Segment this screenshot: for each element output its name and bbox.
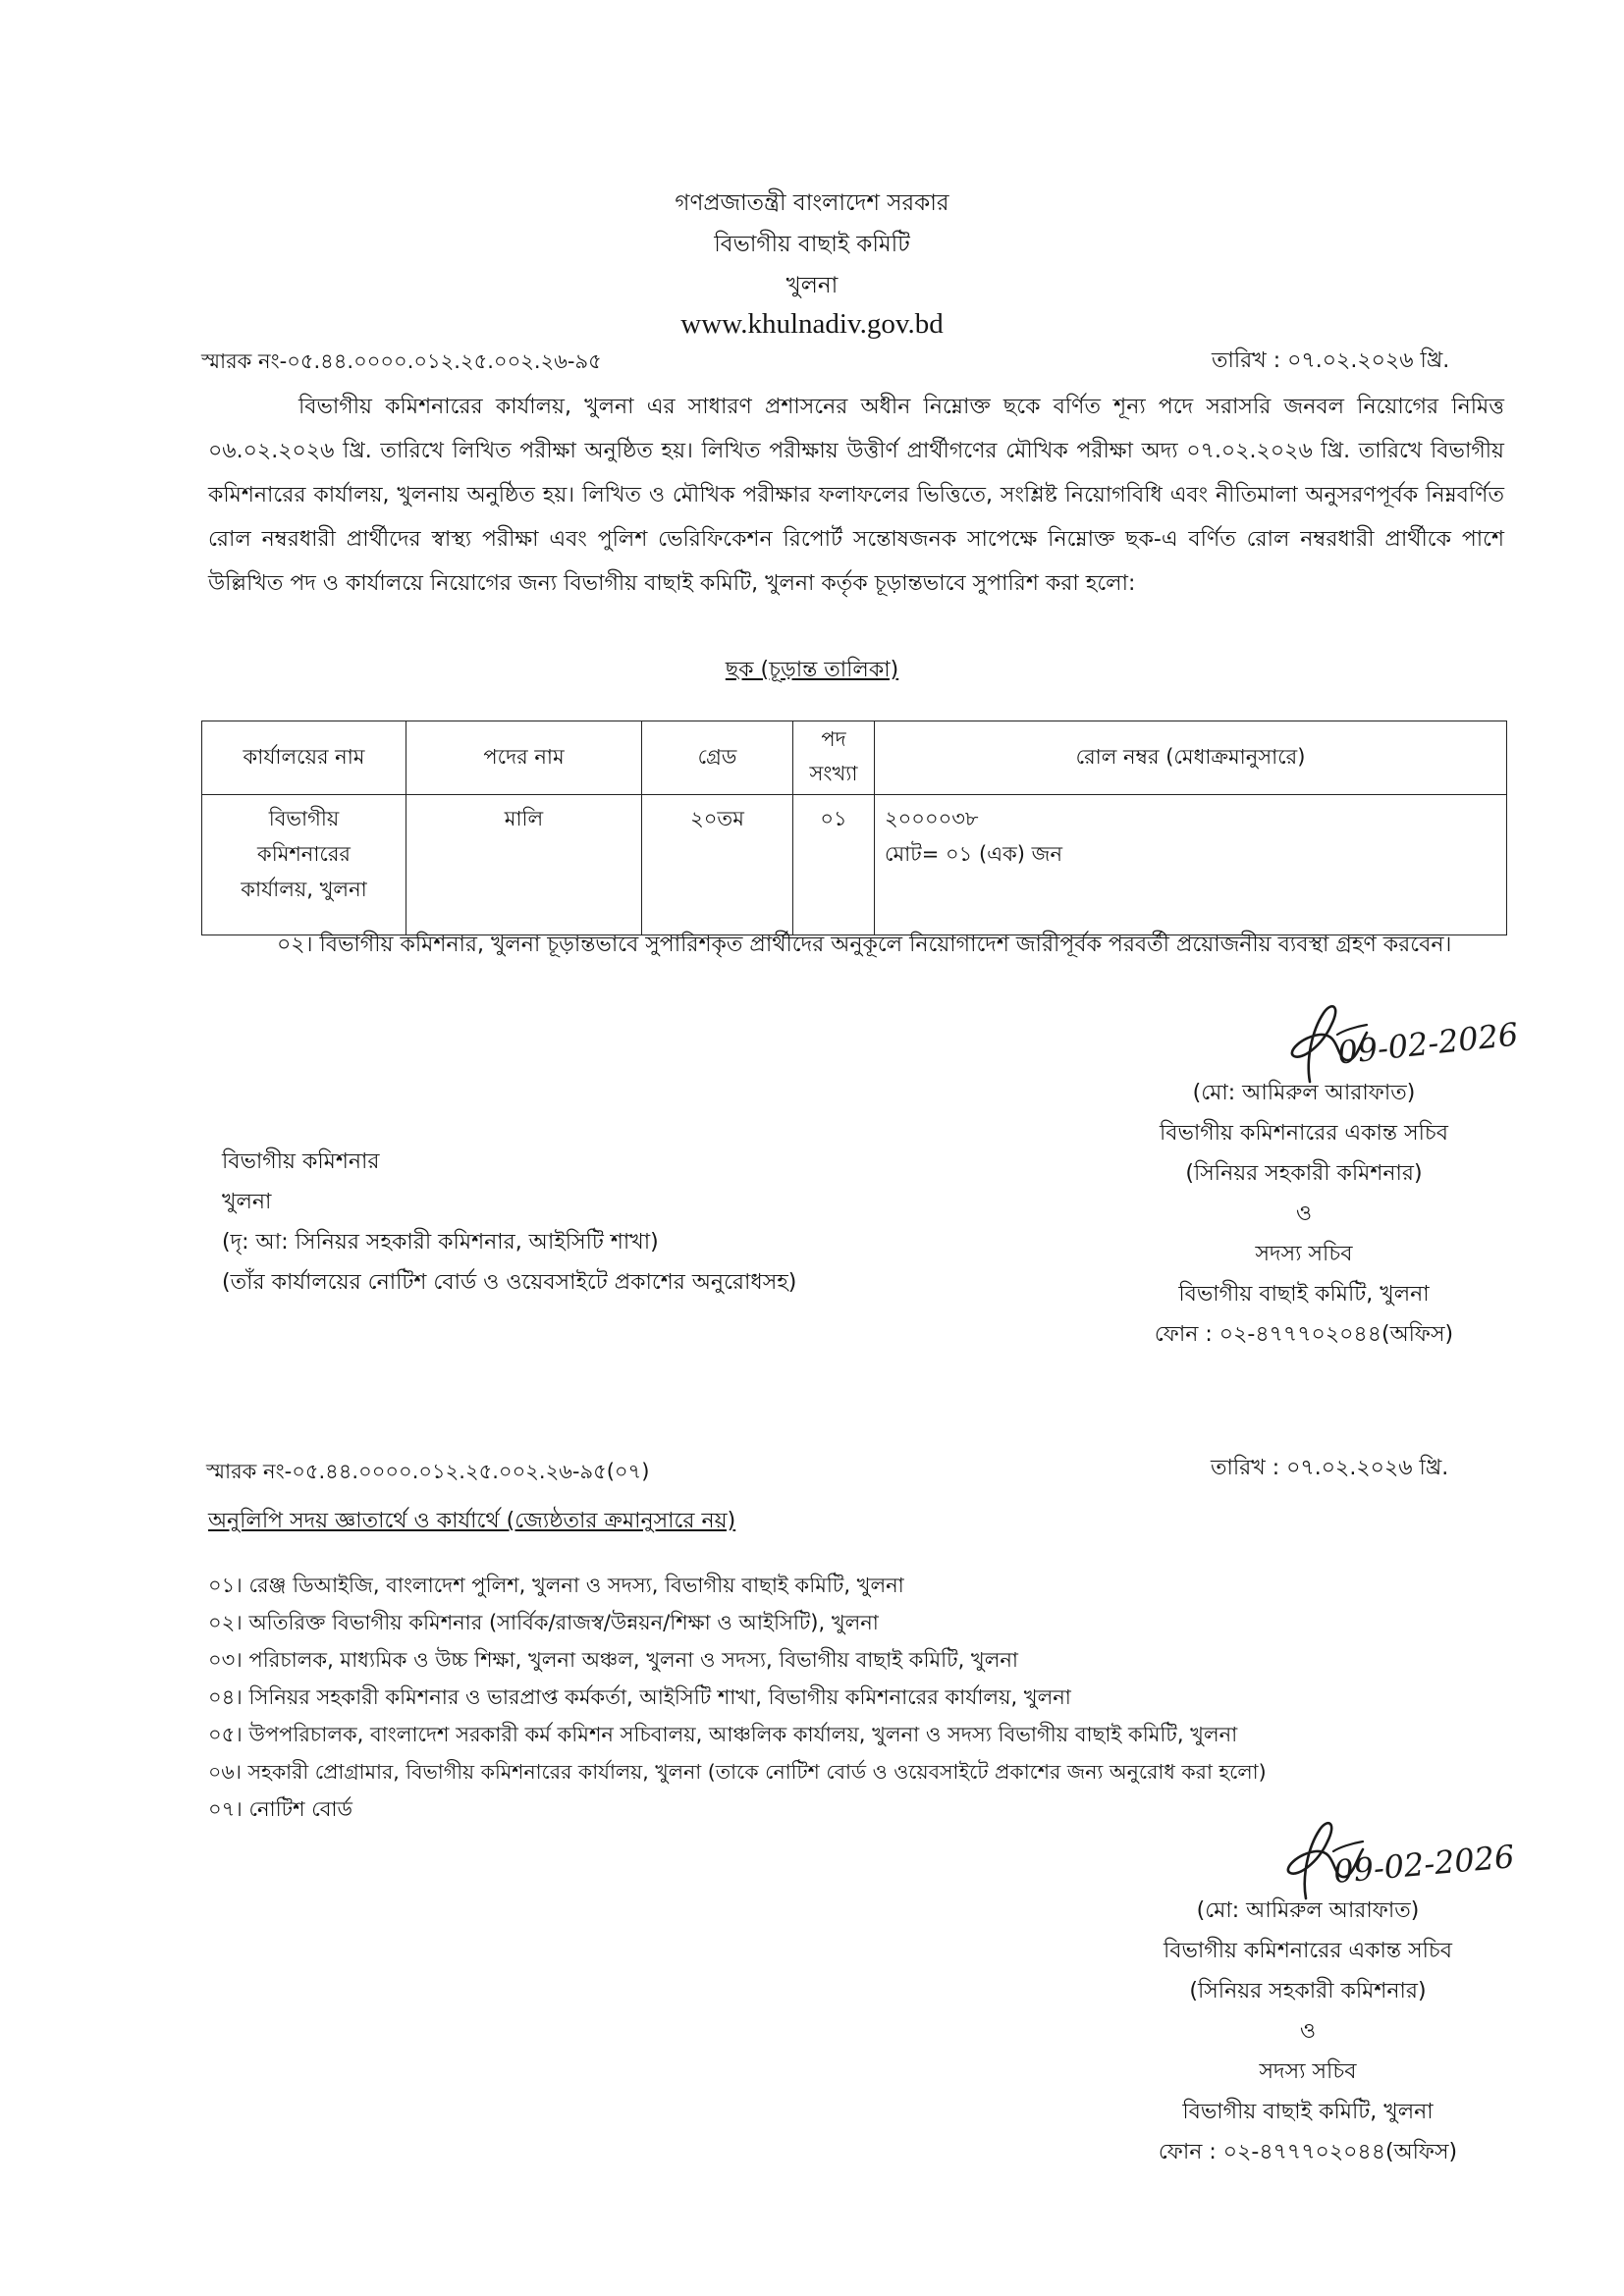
conjunction: ও	[1299, 2019, 1317, 2044]
column-header: রোল নম্বর (মেধাক্রমানুসারে)	[875, 721, 1507, 795]
conjunction: ও	[1295, 1201, 1313, 1226]
signatory-rank: (সিনিয়র সহকারী কমিশনার)	[1185, 1161, 1423, 1186]
list-item: ০৭। নোটিশ বোর্ড	[208, 1797, 352, 1821]
website-link[interactable]: www.khulnadiv.gov.bd	[680, 308, 944, 340]
govt-title: গণপ্রজাতন্ত্রী বাংলাদেশ সরকার	[675, 190, 949, 216]
roll-number: ২০০০০৩৮	[885, 807, 979, 830]
copy-list	[208, 1567, 1267, 1828]
column-header: পদ সংখ্যা	[793, 721, 875, 795]
attention-line: (দৃ: আ: সিনিয়র সহকারী কমিশনার, আইসিটি শাখা)	[222, 1230, 659, 1255]
request-line: (তাঁর কার্যালয়ের নোটিশ বোর্ড ও ওয়েবসাইটে প্রকাশের অনুরোধসহ)	[222, 1270, 797, 1295]
office-line: কমিশনারের	[257, 842, 351, 866]
grade-cell: ২০তম	[642, 795, 793, 935]
list-item: ০৬। সহকারী প্রোগ্রামার, বিভাগীয় কমিশনারের কার্যালয়, খুলনা (তাকে নোটিশ বোর্ড ও ওয়েবসাইটে প্রকাশের জন্য অনুরোধ করা হলো)	[208, 1760, 1267, 1784]
memo-date: তারিখ : ০৭.০২.২০২৬ খ্রি.	[1212, 348, 1450, 373]
committee-name: বিভাগীয় বাছাই কমিটি, খুলনা	[1182, 2100, 1434, 2124]
recipient-location: খুলনা	[222, 1190, 272, 1214]
copy-heading: অনুলিপি সদয় জ্ঞাতার্থে ও কার্যার্থে (জ্যেষ্ঠতার ক্রমানুসারে নয়)	[208, 1509, 736, 1533]
office-phone: ফোন : ০২-৪৭৭৭০২০৪৪(অফিস)	[1158, 2140, 1458, 2164]
recipient-block	[222, 1142, 796, 1303]
roll-cell	[875, 795, 1507, 935]
list-item: ০৫। উপপরিচালক, বাংলাদেশ সরকারী কর্ম কমিশন সচিবালয়, আঞ্চলিক কার্যালয়, খুলনা ও সদস্য বিভাগীয় বাছাই কমিটি, খুলনা	[208, 1723, 1238, 1746]
office-cell	[202, 795, 406, 935]
list-item: ০৩। পরিচালক, মাধ্যমিক ও উচ্চ শিক্ষা, খুলনা অঞ্চল, খুলনা ও সদস্য, বিভাগীয় বাছাই কমিটি, খুলনা	[208, 1648, 1018, 1672]
memo-reference: স্মারক নং-০৫.৪৪.০০০০.০১২.২৫.০০২.২৬-৯৫	[201, 349, 602, 373]
office-line: কার্যালয়, খুলনা	[241, 878, 367, 901]
table-header-row	[202, 721, 1507, 795]
roll-total: মোট= ০১ (এক) জন	[885, 842, 1062, 866]
column-header: গ্রেড	[642, 721, 793, 795]
handwritten-date: 09-02-2026	[1335, 1015, 1520, 1072]
signatory-title: বিভাগীয় কমিশনারের একান্ত সচিব	[1159, 1121, 1449, 1146]
final-list-table	[201, 721, 1507, 935]
signature-block	[1092, 1891, 1524, 2172]
signatory-name: (মো: আমিরুল আরাফাত)	[1196, 1898, 1420, 1923]
signature-block	[1088, 1073, 1520, 1355]
location-title: খুলনা	[785, 273, 839, 298]
list-item: ০২। অতিরিক্ত বিভাগীয় কমিশনার (সার্বিক/রাজস্ব/উন্নয়ন/শিক্ষা ও আইসিটি), খুলনা	[208, 1611, 879, 1634]
office-line: বিভাগীয়	[268, 807, 340, 830]
instruction-paragraph: ০২। বিভাগীয় কমিশনার, খুলনা চূড়ান্তভাবে সুপারিশকৃত প্রার্থীদের অনুকূলে নিয়োগাদেশ জারীপূর্বক পরবর্তী প্রয়োজনীয় ব্যবস্থা গ্রহণ করবেন।	[277, 933, 1452, 957]
office-phone: ফোন : ০২-৪৭৭৭০২০৪৪(অফিস)	[1154, 1322, 1454, 1347]
list-item: ০৪। সিনিয়র সহকারী কমিশনার ও ভারপ্রাপ্ত কর্মকর্তা, আইসিটি শাখা, বিভাগীয় কমিশনারের কার্যালয়, খুলনা	[208, 1685, 1071, 1709]
column-header: পদের নাম	[406, 721, 642, 795]
member-secretary: সদস্য সচিব	[1255, 1242, 1353, 1266]
committee-title: বিভাগীয় বাছাই কমিটি	[714, 232, 910, 257]
signatory-name: (মো: আমিরুল আরাফাত)	[1192, 1081, 1416, 1105]
table-row	[202, 795, 1507, 935]
signatory-rank: (সিনিয়র সহকারী কমিশনার)	[1189, 1979, 1427, 2003]
committee-name: বিভাগীয় বাছাই কমিটি, খুলনা	[1178, 1282, 1430, 1307]
copy-memo-date: তারিখ : ০৭.০২.২০২৬ খ্রি.	[1211, 1456, 1449, 1480]
handwritten-date: 09-02-2026	[1331, 1838, 1516, 1891]
post-cell: মালি	[406, 795, 642, 935]
member-secretary: সদস্য সচিব	[1259, 2059, 1357, 2084]
table-title: ছক (চূড়ান্ত তালিকা)	[725, 658, 899, 682]
copy-memo-reference: স্মারক নং-০৫.৪৪.০০০০.০১২.২৫.০০২.২৬-৯৫(০৭)	[206, 1460, 650, 1483]
signatory-title: বিভাগীয় কমিশনারের একান্ত সচিব	[1163, 1939, 1453, 1963]
recipient-title: বিভাগীয় কমিশনার	[222, 1149, 380, 1174]
column-header: কার্যালয়ের নাম	[202, 721, 406, 795]
count-cell: ০১	[793, 795, 875, 935]
list-item: ০১। রেঞ্জ ডিআইজি, বাংলাদেশ পুলিশ, খুলনা ও সদস্য, বিভাগীয় বাছাই কমিটি, খুলনা	[208, 1574, 904, 1597]
body-paragraph: বিভাগীয় কমিশনারের কার্যালয়, খুলনা এর সাধারণ প্রশাসনের অধীন নিম্নোক্ত ছকে বর্ণিত শূন্য পদে সরাসরি জনবল নিয়োগের নিমিত্ত ০৬.০২.২০২৬ খ্রি. তারিখে লিখিত পরীক্ষা অনুষ্ঠিত হয়। লিখিত পরীক্ষায় উত্তীর্ণ প্রার্থীগণের মৌখিক পরীক্ষা অদ্য ০৭.০২.২০২৬ খ্রি. তারিখে বিভাগীয় কমিশনারের কার্যালয়, খুলনায় অনুষ্ঠিত হয়। লিখিত ও মৌখিক পরীক্ষার ফলাফলের ভিত্তিতে, সংশ্লিষ্ট নিয়োগবিধি এবং নীতিমালা অনুসরণপূর্বক নিম্নবর্ণিত রোল নম্বরধারী প্রার্থীদের স্বাস্থ্য পরীক্ষা এবং পুলিশ ভেরিফিকেশন রিপোর্ট সন্তোষজনক সাপেক্ষে নিম্নোক্ত ছক-এ বর্ণিত রোল নম্বরধারী প্রার্থীকে পাশে উল্লিখিত পদ ও কার্যালয়ে নিয়োগের জন্য বিভাগীয় বাছাই কমিটি, খুলনা কর্তৃক চূড়ান্তভাবে সুপারিশ করা হলো:	[208, 395, 1504, 596]
